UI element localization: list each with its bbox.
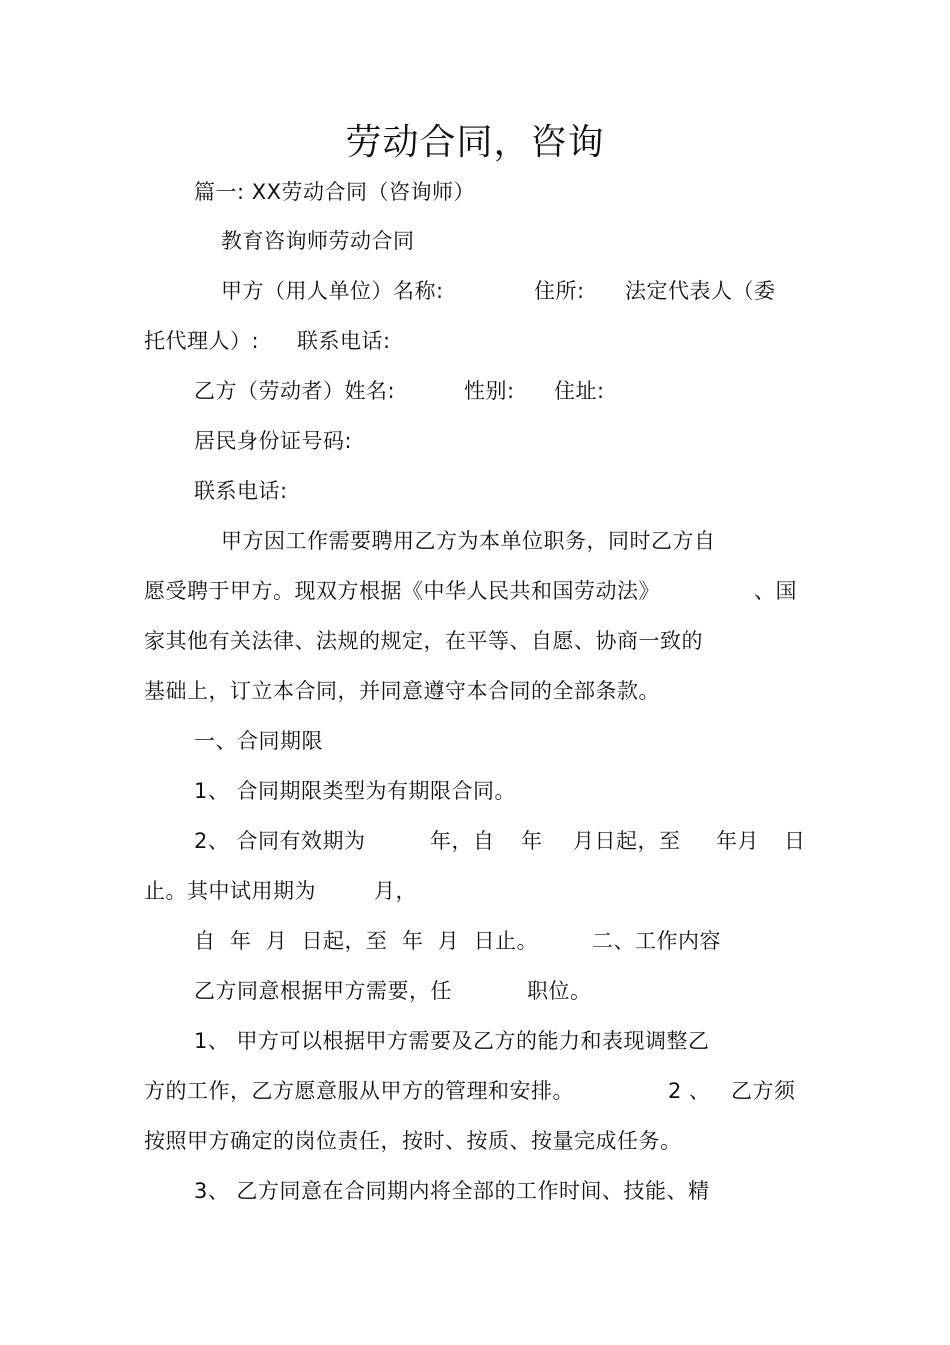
document-title: 劳动合同，咨询 [345,122,605,163]
section-1-item-2-a: 2、 合同有效期为 [194,829,366,853]
section-1-item-2-f: 日 [784,829,806,853]
party-b-id-label: 居民身份证号码: [194,429,353,453]
section-2-para-1-b: 方的工作，乙方愿意服从甲方的管理和安排。 [144,1079,574,1103]
party-a-name-label: 甲方（用人单位）名称: [221,279,444,303]
party-b-name-label: 乙方（劳动者）姓名: [194,379,396,403]
party-a-address-label: 住所: [534,279,585,303]
section-2-para-2-number: 2 、 [668,1079,711,1103]
contract-name: 教育咨询师劳动合同 [221,229,415,253]
party-b-gender-label: 性别: [464,379,515,403]
section-1-item-2-h: 月， [374,879,417,903]
section-2-para-3: 3、 乙方同意在合同期内将全部的工作时间、技能、精 [194,1179,710,1203]
party-a-rep-label: 法定代表人（委 [625,279,776,303]
section-1-item-2-g: 止。其中试用期为 [144,879,316,903]
section-1-item-2-c: 年 [521,829,543,853]
preamble-line-4: 基础上，订立本合同，并同意遵守本合同的全部条款。 [144,679,660,703]
preamble-line-3: 家其他有关法律、法规的规定，在平等、自愿、协商一致的 [144,629,703,653]
section-2-para-2-b: 按照甲方确定的岗位责任，按时、按质、按量完成任务。 [144,1129,682,1153]
section-2-line-1-b: 职位。 [527,979,592,1003]
section-1-item-2-d: 月日起，至 [573,829,681,853]
party-a-rep-cont: 托代理人）: [144,329,260,353]
section-1-heading: 一、合同期限 [194,729,323,753]
section-2-para-2-a: 乙方须 [731,1079,796,1103]
section-2-para-1-a: 1、 甲方可以根据甲方需要及乙方的能力和表现调整乙 [194,1029,710,1053]
party-b-phone-label: 联系电话: [194,479,288,503]
preamble-line-1: 甲方因工作需要聘用乙方为本单位职务，同时乙方自 [221,529,716,553]
section-1-item-2-b: 年，自 [430,829,495,853]
preamble-line-2: 愿受聘于甲方。现双方根据《中华人民共和国劳动法》 [144,579,660,603]
section-2-heading: 二、工作内容 [592,929,721,953]
section-2-line-1-a: 乙方同意根据甲方需要，任 [194,979,452,1003]
preamble-line-2-tail: 、国 [754,579,797,603]
subtitle: 篇一: XX劳动合同（咨询师） [194,180,476,204]
section-1-item-2-e: 年月 [716,829,759,853]
party-a-phone-label: 联系电话: [297,329,391,353]
section-1-item-1: 1、 合同期限类型为有期限合同。 [194,779,517,803]
party-b-address-label: 住址: [554,379,605,403]
section-1-item-3: 自 年 月 日起，至 年 月 日止。 [194,929,539,953]
